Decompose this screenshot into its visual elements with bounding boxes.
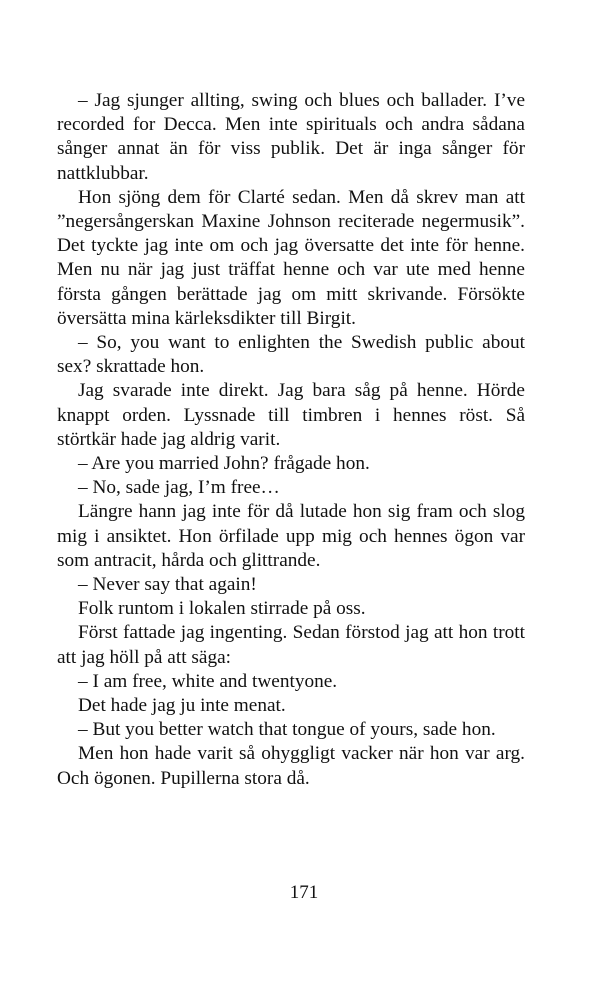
paragraph-3: – So, you want to enlighten the Swedish public about sex? skrattade hon. (57, 332, 525, 378)
paragraph-10: Först fattade jag ingenting. Sedan förstod jag att hon trott att jag höll på att säga: (57, 622, 525, 668)
paragraph-9: Folk runtom i lokalen stirrade på oss. (78, 598, 366, 620)
body-text (57, 89, 525, 791)
paragraph-13: – But you better watch that tongue of yours, sade hon. (78, 719, 496, 741)
paragraph-6: – No, sade jag, I’m free… (78, 477, 280, 499)
paragraph-11: – I am free, white and twentyone. (78, 670, 338, 692)
page-number: 171 (289, 882, 319, 903)
paragraph-14: Men hon hade varit så ohyggligt vacker när hon var arg. Och ögonen. Pupillerna stora då. (57, 743, 525, 789)
paragraph-7: Längre hann jag inte för då lutade hon sig fram och slog mig i ansiktet. Hon örfilade upp mig och hennes ögon var som antracit, hårda och glittrande. (57, 501, 525, 571)
paragraph-2: Hon sjöng dem för Clarté sedan. Men då skrev man att ”negersångerskan Maxine Johnson reciterade negermusik”. Det tyckte jag inte om och jag översatte det inte för henne. Men nu när jag just träffat henne och var ute med henne första gången berättade jag om mitt skrivande. Försökte översätta mina kärleksdikter till Birgit. (57, 186, 525, 329)
paragraph-1: – Jag sjunger allting, swing och blues och ballader. I’ve recorded for Decca. Men inte spirituals och andra sådana sånger annat än för viss publik. Det är inga sånger för nattklubbar. (57, 90, 525, 184)
paragraph-12: Det hade jag ju inte menat. (78, 695, 286, 717)
paragraph-8: – Never say that again! (78, 574, 257, 596)
paragraph-4: Jag svarade inte direkt. Jag bara såg på henne. Hörde knappt orden. Lyssnade till timbren i hennes röst. Så störtkär hade jag aldrig varit. (57, 380, 525, 450)
paragraph-5: – Are you married John? frågade hon. (78, 453, 370, 475)
